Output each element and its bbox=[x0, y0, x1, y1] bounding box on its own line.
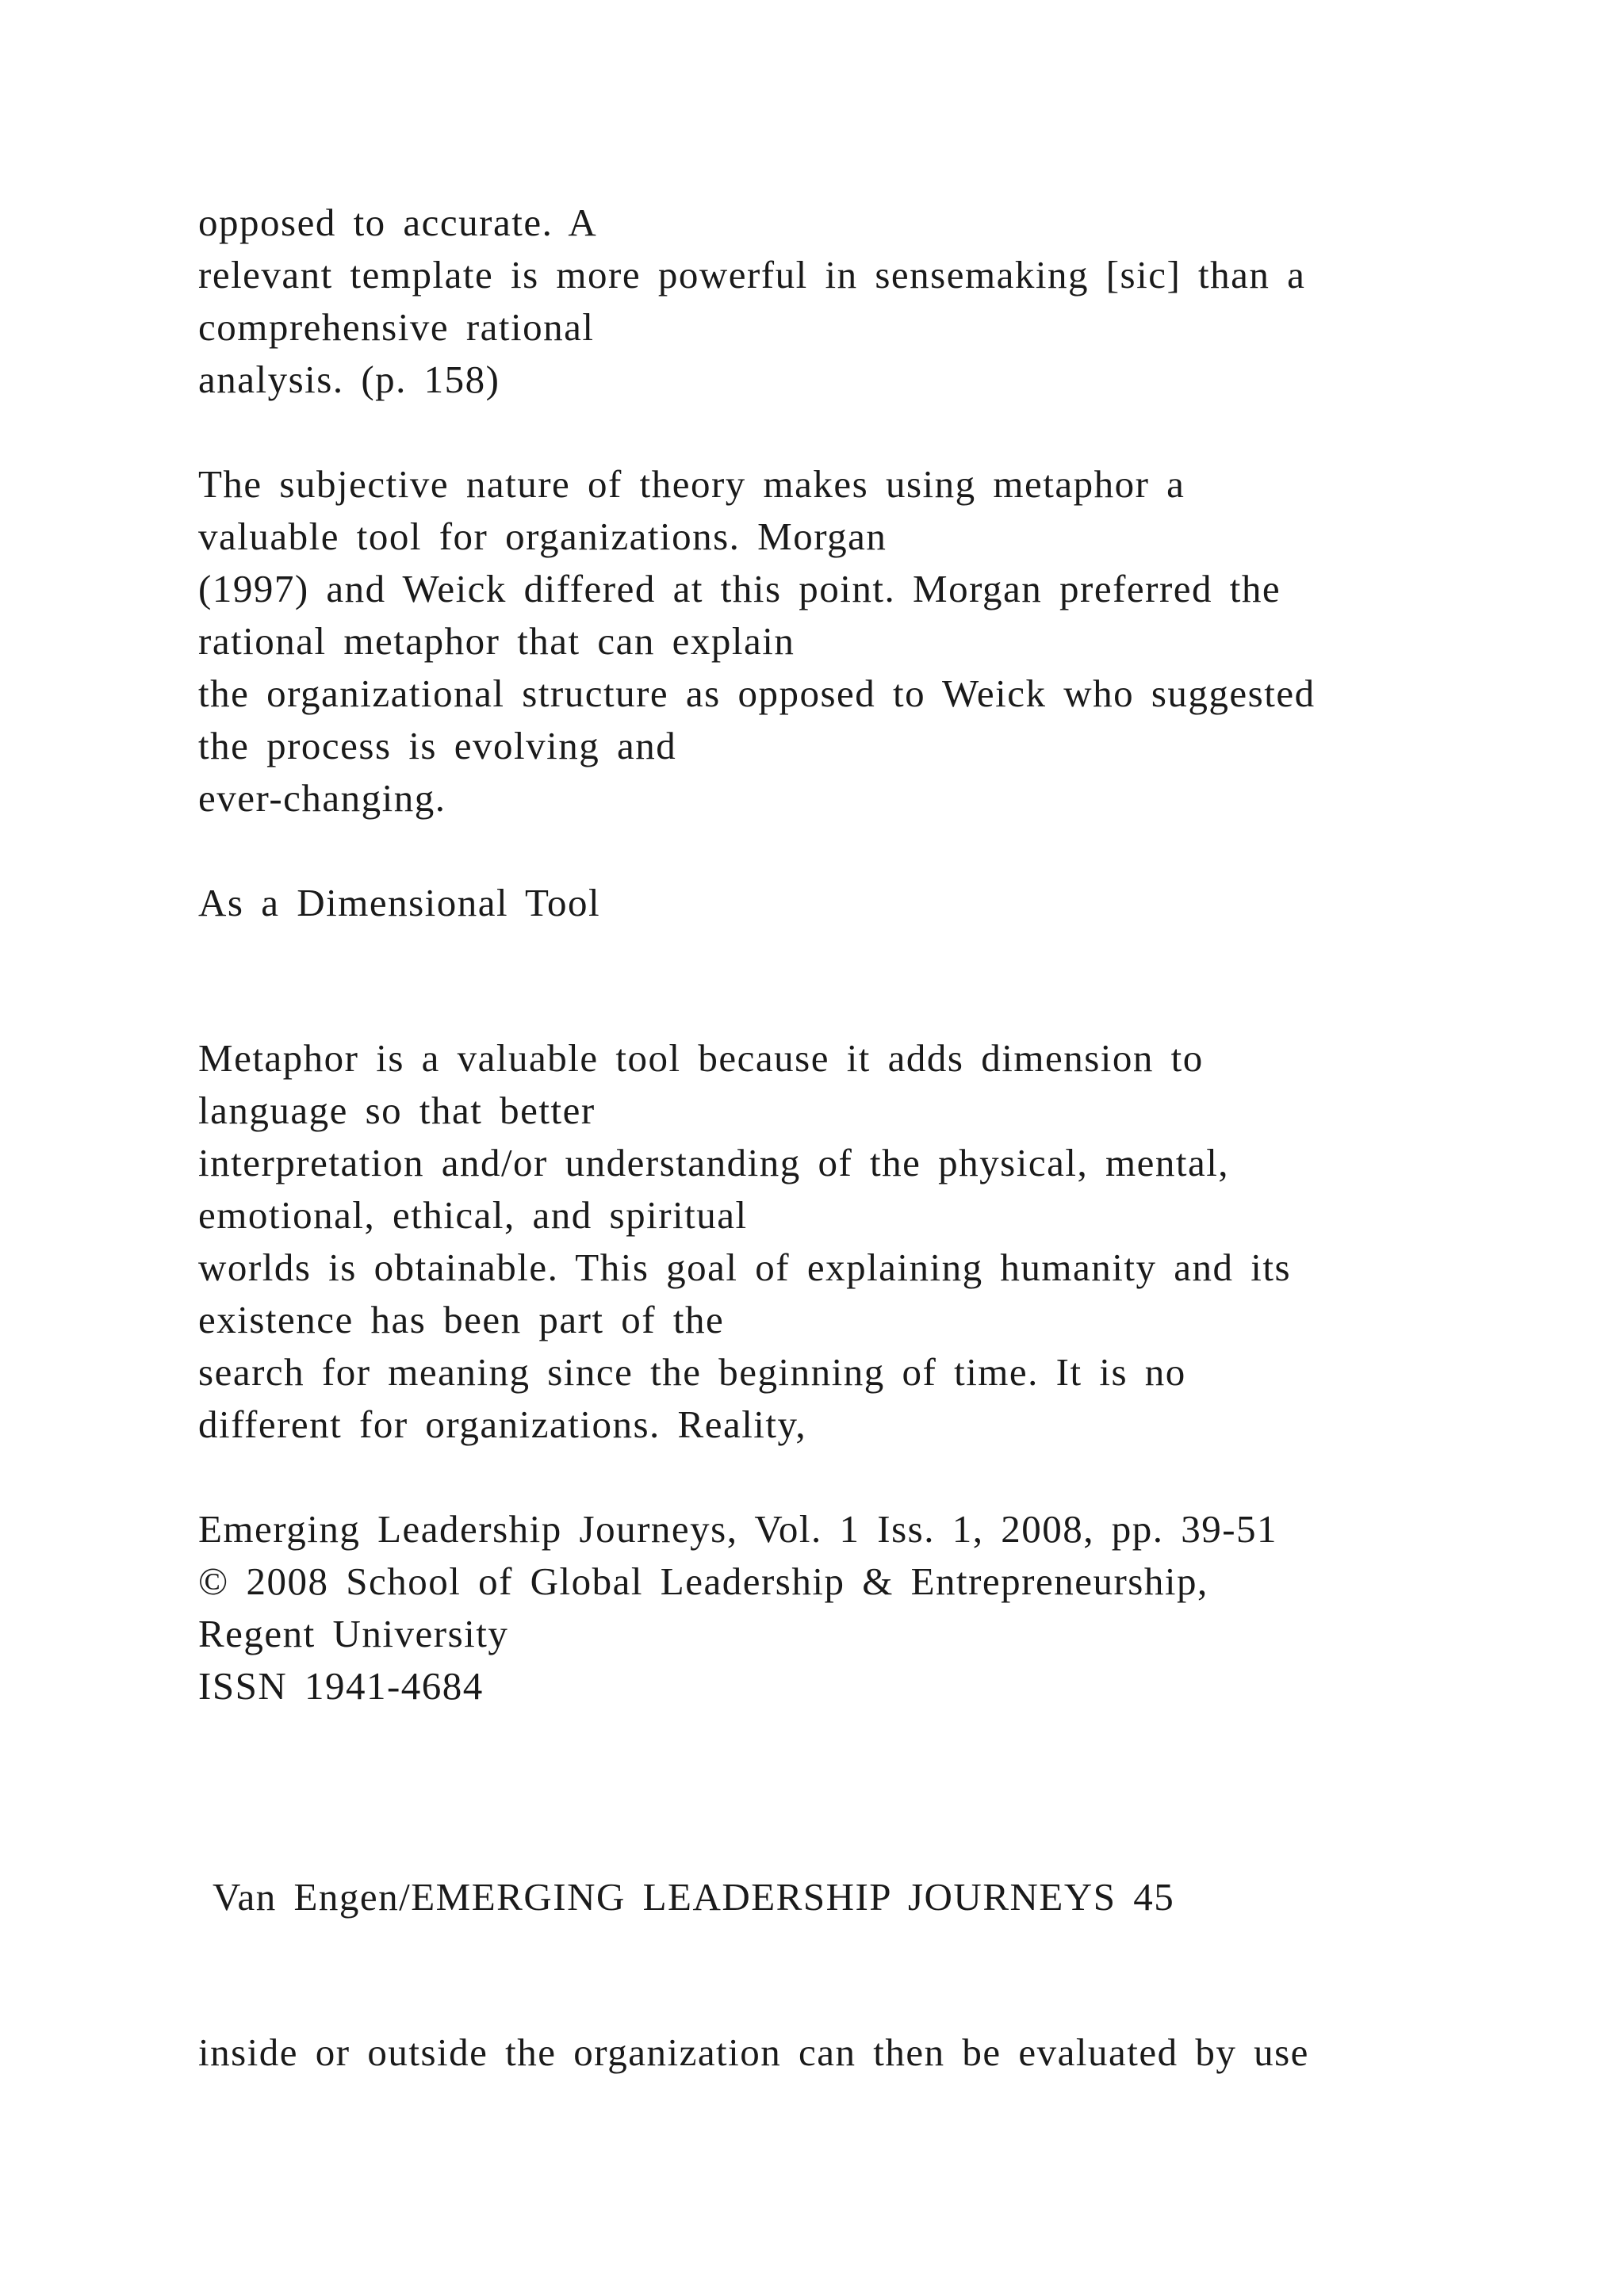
text-line: analysis. (p. 158) bbox=[198, 358, 500, 401]
text-line: Metaphor is a valuable tool because it adds dimension to bbox=[198, 1036, 1204, 1080]
text-line: (1997) and Weick differed at this point. Morgan preferred the bbox=[198, 567, 1281, 610]
running-head: Van Engen/EMERGING LEADERSHIP JOURNEYS 45 bbox=[213, 1875, 1175, 1919]
text-line: relevant template is more powerful in sensemaking [sic] than a bbox=[198, 253, 1306, 297]
text-line: comprehensive rational bbox=[198, 305, 595, 349]
text-line: The subjective nature of theory makes using metaphor a bbox=[198, 462, 1185, 506]
issn-line: ISSN 1941-4684 bbox=[198, 1664, 484, 1708]
text-line: the process is evolving and bbox=[198, 724, 677, 767]
publisher-line: Regent University bbox=[198, 1612, 509, 1655]
text-line: the organizational structure as opposed to Weick who suggested bbox=[198, 672, 1316, 715]
text-line: interpretation and/or understanding of the physical, mental, bbox=[198, 1141, 1230, 1184]
text-line: existence has been part of the bbox=[198, 1298, 725, 1341]
text-line: emotional, ethical, and spiritual bbox=[198, 1193, 748, 1237]
text-line: ever-changing. bbox=[198, 776, 446, 820]
citation-line: Emerging Leadership Journeys, Vol. 1 Iss. 1, 2008, pp. 39-51 bbox=[198, 1507, 1278, 1551]
section-heading: As a Dimensional Tool bbox=[198, 881, 601, 924]
text-line: opposed to accurate. A bbox=[198, 201, 598, 244]
text-line: inside or outside the organization can then be evaluated by use bbox=[198, 2030, 1309, 2074]
text-line: different for organizations. Reality, bbox=[198, 1402, 807, 1446]
text-line: worlds is obtainable. This goal of explaining humanity and its bbox=[198, 1246, 1292, 1289]
text-line: valuable tool for organizations. Morgan bbox=[198, 515, 887, 558]
copyright-line: © 2008 School of Global Leadership & Entrepreneurship, bbox=[198, 1559, 1208, 1603]
text-line: language so that better bbox=[198, 1089, 596, 1132]
text-line: search for meaning since the beginning of time. It is no bbox=[198, 1350, 1186, 1394]
text-line: rational metaphor that can explain bbox=[198, 619, 795, 663]
